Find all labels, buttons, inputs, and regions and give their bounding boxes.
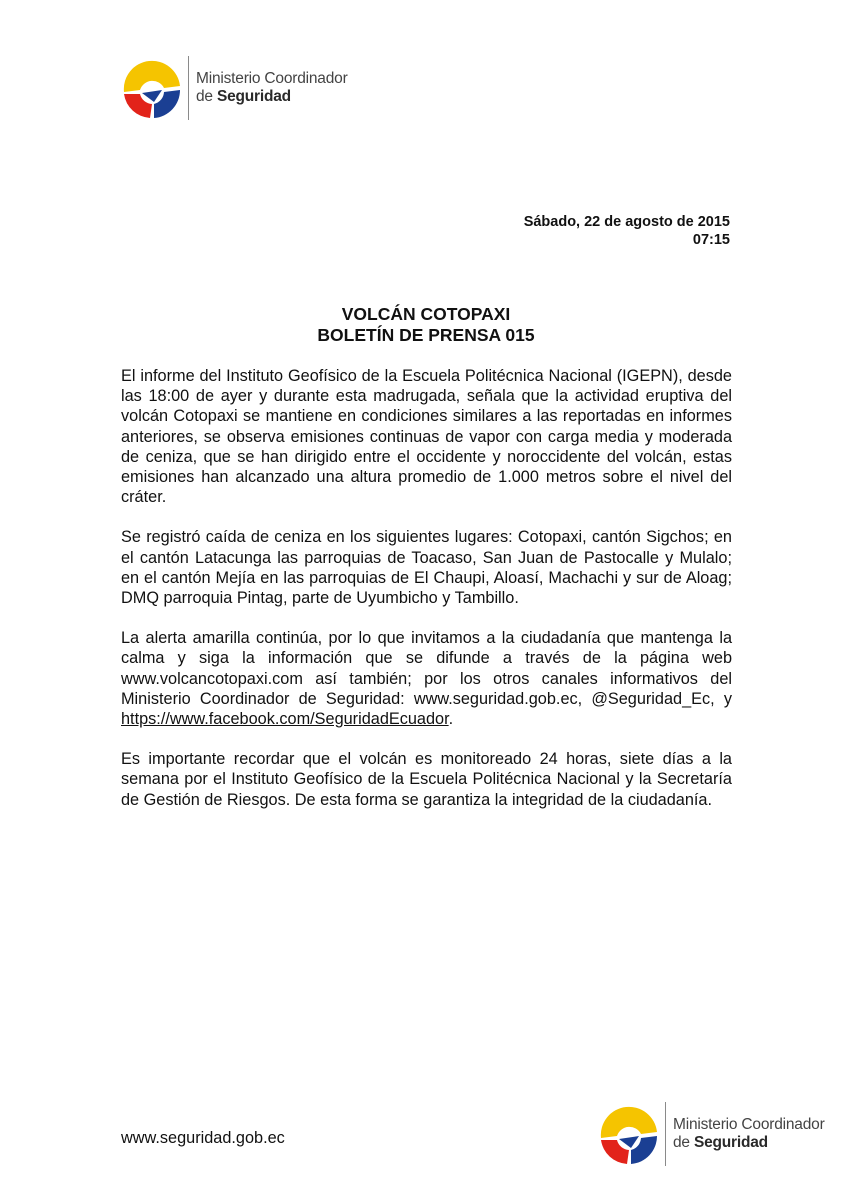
logo-line-1: Ministerio Coordinador: [196, 70, 348, 87]
logo-wordmark: [196, 70, 348, 106]
header-logo: [120, 56, 348, 120]
logo-divider: [665, 1102, 666, 1166]
paragraph-2: Se registró caída de ceniza en los siguientes lugares: Cotopaxi, cantón Sigchos; en el cantón Latacunga las parroquias de Toacaso, San Juan de Pastocalle y Mulalo; en el cantón Mejía en las parroquias de El Chaupi, Aloasí, Machachi y sur de Aloag; DMQ parroquia Pintag, parte de Uyumbicho y Tambillo.: [121, 528, 732, 608]
date-line: Sábado, 22 de agosto de 2015: [523, 214, 730, 230]
logo-line-2: de Seguridad: [673, 1134, 768, 1151]
time-line: 07:15: [692, 231, 730, 248]
logo-line-1: Ministerio Coordinador: [673, 1116, 825, 1133]
document-title: [120, 304, 732, 345]
facebook-link[interactable]: https://www.facebook.com/SeguridadEcuador: [121, 710, 449, 729]
footer-url: www.seguridad.gob.ec: [121, 1129, 285, 1147]
logo-line-2: de Seguridad: [196, 88, 291, 105]
logo-divider: [188, 56, 189, 120]
title-line-2: BOLETÍN DE PRENSA 015: [317, 324, 535, 345]
paragraph-1: El informe del Instituto Geofísico de la Escuela Politécnica Nacional (IGEPN), desde las 18:00 de ayer y durante esta madrugada, señala que la actividad eruptiva del volcán Cotopaxi se mantiene en condiciones similares a las reportadas en informes anteriores, se observa emisiones continuas de vapor con carga media y moderada de ceniza, que se han dirigido entre el occidente y noroccidente del volcán, estas emisiones han alcanzado una altura promedio de 1.000 metros sobre el nivel del cráter.: [121, 367, 732, 507]
date-block: [524, 214, 730, 249]
footer-logo: [597, 1102, 825, 1166]
logo-wordmark: [673, 1116, 825, 1152]
paragraph-4: Es importante recordar que el volcán es monitoreado 24 horas, siete días a la semana por el Instituto Geofísico de la Escuela Politécnica Nacional y la Secretaría de Gestión de Riesgos. De esta forma se garantiza la integridad de la ciudadanía.: [121, 750, 732, 809]
ministry-emblem-icon: [597, 1102, 661, 1166]
document-body: [121, 366, 732, 830]
paragraph-3: La alerta amarilla continúa, por lo que invitamos a la ciudadanía que mantenga la calma y siga la información que se difunde a través de la página web www.volcancotopaxi.com así también; por los otros canales informativos del Ministerio Coordinador de Seguridad: www.seguridad.gob.ec, @Seguridad_Ec, y https://www.facebook.com/SeguridadEcuador.: [121, 629, 732, 729]
ministry-emblem-icon: [120, 56, 184, 120]
title-line-1: VOLCÁN COTOPAXI: [341, 304, 511, 324]
